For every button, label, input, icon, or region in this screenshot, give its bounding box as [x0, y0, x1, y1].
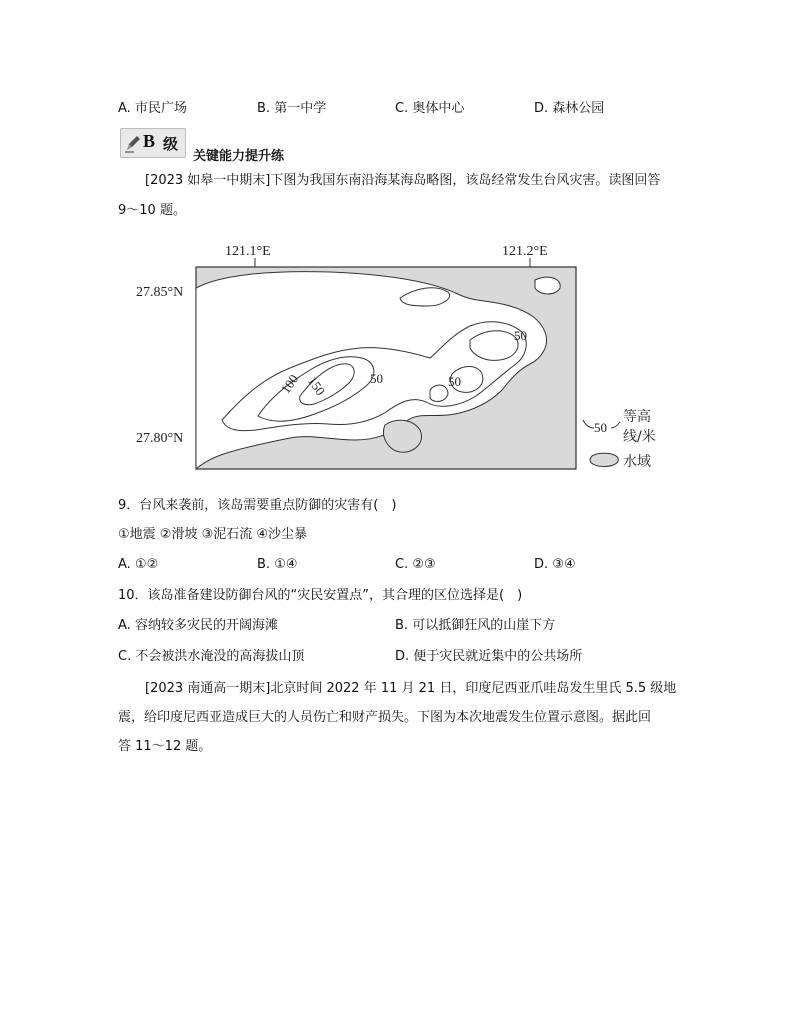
legend-contour-line — [583, 420, 594, 428]
option-letter: A. — [118, 618, 131, 633]
option-text: 森林公园 — [552, 101, 605, 116]
contour-label-50-east: 50 — [514, 328, 527, 343]
option-letter: C. — [118, 649, 132, 664]
legend-contour-sample: 50 — [594, 420, 607, 435]
legend-contour-line — [611, 422, 620, 428]
q9-option-c — [395, 556, 436, 574]
legend-contour-text-2: 线/米 — [623, 429, 656, 445]
option-text: 可以抵御狂风的山崖下方 — [412, 618, 556, 633]
q10-option-a — [118, 617, 278, 635]
q8-option-c — [395, 100, 464, 118]
section-title: 关键能力提升练 — [193, 149, 285, 164]
islet — [535, 277, 560, 294]
option-text: ①④ — [274, 557, 298, 572]
intro2-line3: 答 11～12 题。 — [118, 739, 212, 754]
pencil-icon — [124, 133, 142, 153]
option-letter: B. — [257, 101, 271, 116]
q10-option-b — [395, 617, 555, 635]
lat-label-27-85: 27.85°N — [136, 285, 184, 300]
level-badge — [120, 128, 186, 158]
lon-label-121-2: 121.2°E — [502, 244, 548, 259]
option-text: ③④ — [552, 557, 576, 572]
q8-option-b — [257, 100, 326, 118]
option-text: ①② — [134, 557, 159, 572]
option-letter: B. — [395, 618, 409, 633]
lat-label-27-80: 27.80°N — [136, 431, 184, 446]
option-text: 第一中学 — [274, 101, 327, 116]
q10-option-d — [395, 648, 582, 666]
intro1-line1: [2023 如皋一中期末]下图为我国东南沿海某海岛略图，该岛经常发生台风灾害。读图回答 — [145, 173, 661, 188]
q8-option-a — [118, 100, 187, 118]
contour-label-150: 150 — [304, 373, 329, 399]
option-text: 便于灾民就近集中的公共场所 — [413, 649, 583, 664]
intro1-line2: 9～10 题。 — [118, 203, 186, 218]
badge-suffix: 级 — [163, 135, 179, 153]
legend-contour-text-1: 等高 — [623, 409, 651, 425]
island-contour-map — [130, 240, 670, 480]
contour-label-50-center: 50 — [370, 371, 383, 386]
q9-stem: 9．台风来袭前，该岛需要重点防御的灾害有( ) — [118, 498, 397, 513]
badge-letter: B — [143, 131, 156, 151]
option-letter: D. — [534, 557, 549, 572]
q9-option-d — [534, 556, 576, 574]
option-text: 容纳较多灾民的开阔海滩 — [134, 618, 278, 633]
option-text: ②③ — [412, 557, 436, 572]
q8-option-d — [534, 100, 604, 118]
option-letter: A. — [118, 557, 131, 572]
q9-option-b — [257, 556, 298, 574]
option-text: 奥体中心 — [412, 101, 465, 116]
lon-label-121-1: 121.1°E — [225, 244, 271, 259]
q10-stem: 10．该岛准备建设防御台风的“灾民安置点”，其合理的区位选择是( ) — [118, 588, 523, 603]
option-text: 不会被洪水淹没的高海拔山顶 — [135, 649, 305, 664]
q9-option-a — [118, 556, 158, 574]
legend-water-text: 水域 — [623, 454, 651, 470]
option-letter: C. — [395, 557, 409, 572]
q9-items: ①地震 ②滑坡 ③泥石流 ④沙尘暴 — [118, 527, 308, 542]
option-letter: D. — [395, 649, 410, 664]
option-letter: D. — [534, 101, 549, 116]
intro2-line2: 震，给印度尼西亚造成巨大的人员伤亡和财产损失。下图为本次地震发生位置示意图。据此回 — [118, 710, 652, 725]
intro2-line1: [2023 南通高一期末]北京时间 2022 年 11 月 21 日，印度尼西亚爪哇岛发生里氏 5.5 级地 — [145, 681, 677, 696]
option-letter: A. — [118, 101, 131, 116]
contour-label-100: 100 — [277, 371, 302, 397]
legend-water-swatch — [590, 453, 618, 466]
option-letter: B. — [257, 557, 271, 572]
q10-option-c — [118, 648, 304, 666]
option-letter: C. — [395, 101, 409, 116]
contour-label-50-south: 50 — [448, 374, 461, 389]
option-text: 市民广场 — [134, 101, 187, 116]
